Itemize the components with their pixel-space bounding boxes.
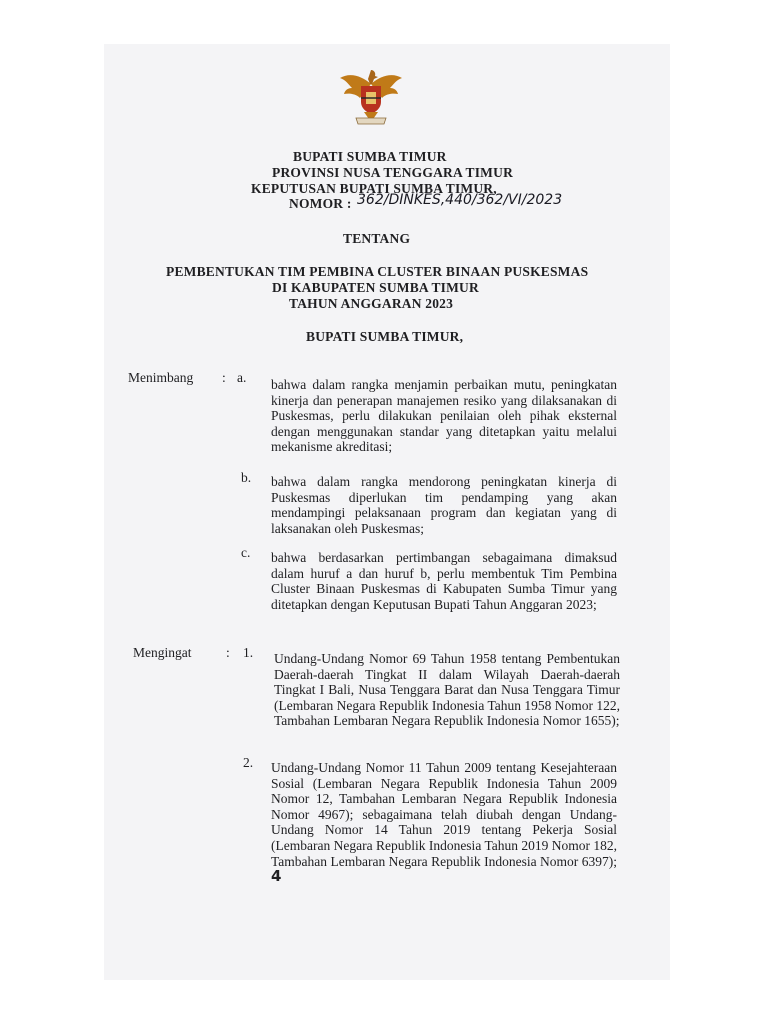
header-tentang: TENTANG xyxy=(343,231,411,246)
header-bupati-title: BUPATI SUMBA TIMUR xyxy=(293,149,447,164)
subject-line-3: TAHUN ANGGARAN 2023 xyxy=(289,296,454,311)
header-decree-title: KEPUTUSAN BUPATI SUMBA TIMUR, xyxy=(251,181,497,196)
subject-line-1: PEMBENTUKAN TIM PEMBINA CLUSTER BINAAN PUSKESMAS xyxy=(166,264,589,279)
mengingat-item-2 xyxy=(271,760,617,885)
subject-line-2: DI KABUPATEN SUMBA TIMUR xyxy=(272,280,479,295)
menimbang-item-a: bahwa dalam rangka menjamin perbaikan mutu, peningkatan kinerja dan penerapan manajemen resiko yang dilaksanakan di Puskesmas, perlu dilakukan penilaian oleh pihak eksternal dengan menggunakan standar yang ditetapkan yaitu melalui mekanisme akreditasi; xyxy=(271,377,617,455)
header-province: PROVINSI NUSA TENGGARA TIMUR xyxy=(272,165,514,180)
mengingat-item-1: Undang-Undang Nomor 69 Tahun 1958 tentang Pembentukan Daerah-daerah Tingkat II dalam Wilayah Daerah-daerah Tingkat I Bali, Nusa Tenggara Barat dan Nusa Tenggara Timur (Lembaran Negara Republik Indonesia Tahun 1958 Nomor 122, Tambahan Lembaran Negara Republik Indonesia Nomor 1655); xyxy=(274,651,620,729)
header-nomor-label: NOMOR : xyxy=(289,196,352,211)
menimbang-marker-b: b. xyxy=(241,470,252,485)
mengingat-label: Mengingat xyxy=(133,645,192,660)
mengingat-marker-2: 2. xyxy=(243,755,254,770)
menimbang-label: Menimbang xyxy=(128,370,194,385)
mengingat-item-2-text: Undang-Undang Nomor 11 Tahun 2009 tentang Kesejahteraan Sosial (Lembaran Negara Republik Indonesia Tahun 2009 Nomor 12, Tambahan Lembaran Negara Republik Indonesia Nomor 4967); sebagaimana telah diubah dengan Undang-Undang Nomor 14 Tahun 2019 tentang Pekerja Sosial (Lembaran Negara Republik Indonesia Tahun 2019 Nomor 182, Tambahan Lembaran Negara Republik Indonesia Nomor 6397); xyxy=(271,760,617,869)
mengingat-colon: : xyxy=(226,645,230,660)
menimbang-item-b: bahwa dalam rangka mendorong peningkatan kinerja di Puskesmas diperlukan tim pendamping yang akan mendampingi pelaksanaan program dan kegiatan yang di laksanakan oleh Puskesmas; xyxy=(271,474,617,536)
menimbang-item-c: bahwa berdasarkan pertimbangan sebagaimana dimaksud dalam huruf a dan huruf b, perlu membentuk Tim Pembina Cluster Binaan Puskesmas di Kabupaten Sumba Timur yang ditetapkan dengan Keputusan Bupati Tahun Anggaran 2023; xyxy=(271,550,617,612)
page-end-mark: 4 xyxy=(271,867,282,886)
garuda-emblem-icon xyxy=(336,66,406,128)
menimbang-marker-a: a. xyxy=(237,370,247,385)
header-nomor-value: 362/DINKES,440/362/VI/2023 xyxy=(357,192,563,208)
menimbang-colon: : xyxy=(222,370,226,385)
menimbang-marker-c: c. xyxy=(241,545,251,560)
mengingat-marker-1: 1. xyxy=(243,645,254,660)
header-bupati-signoff: BUPATI SUMBA TIMUR, xyxy=(306,329,464,344)
